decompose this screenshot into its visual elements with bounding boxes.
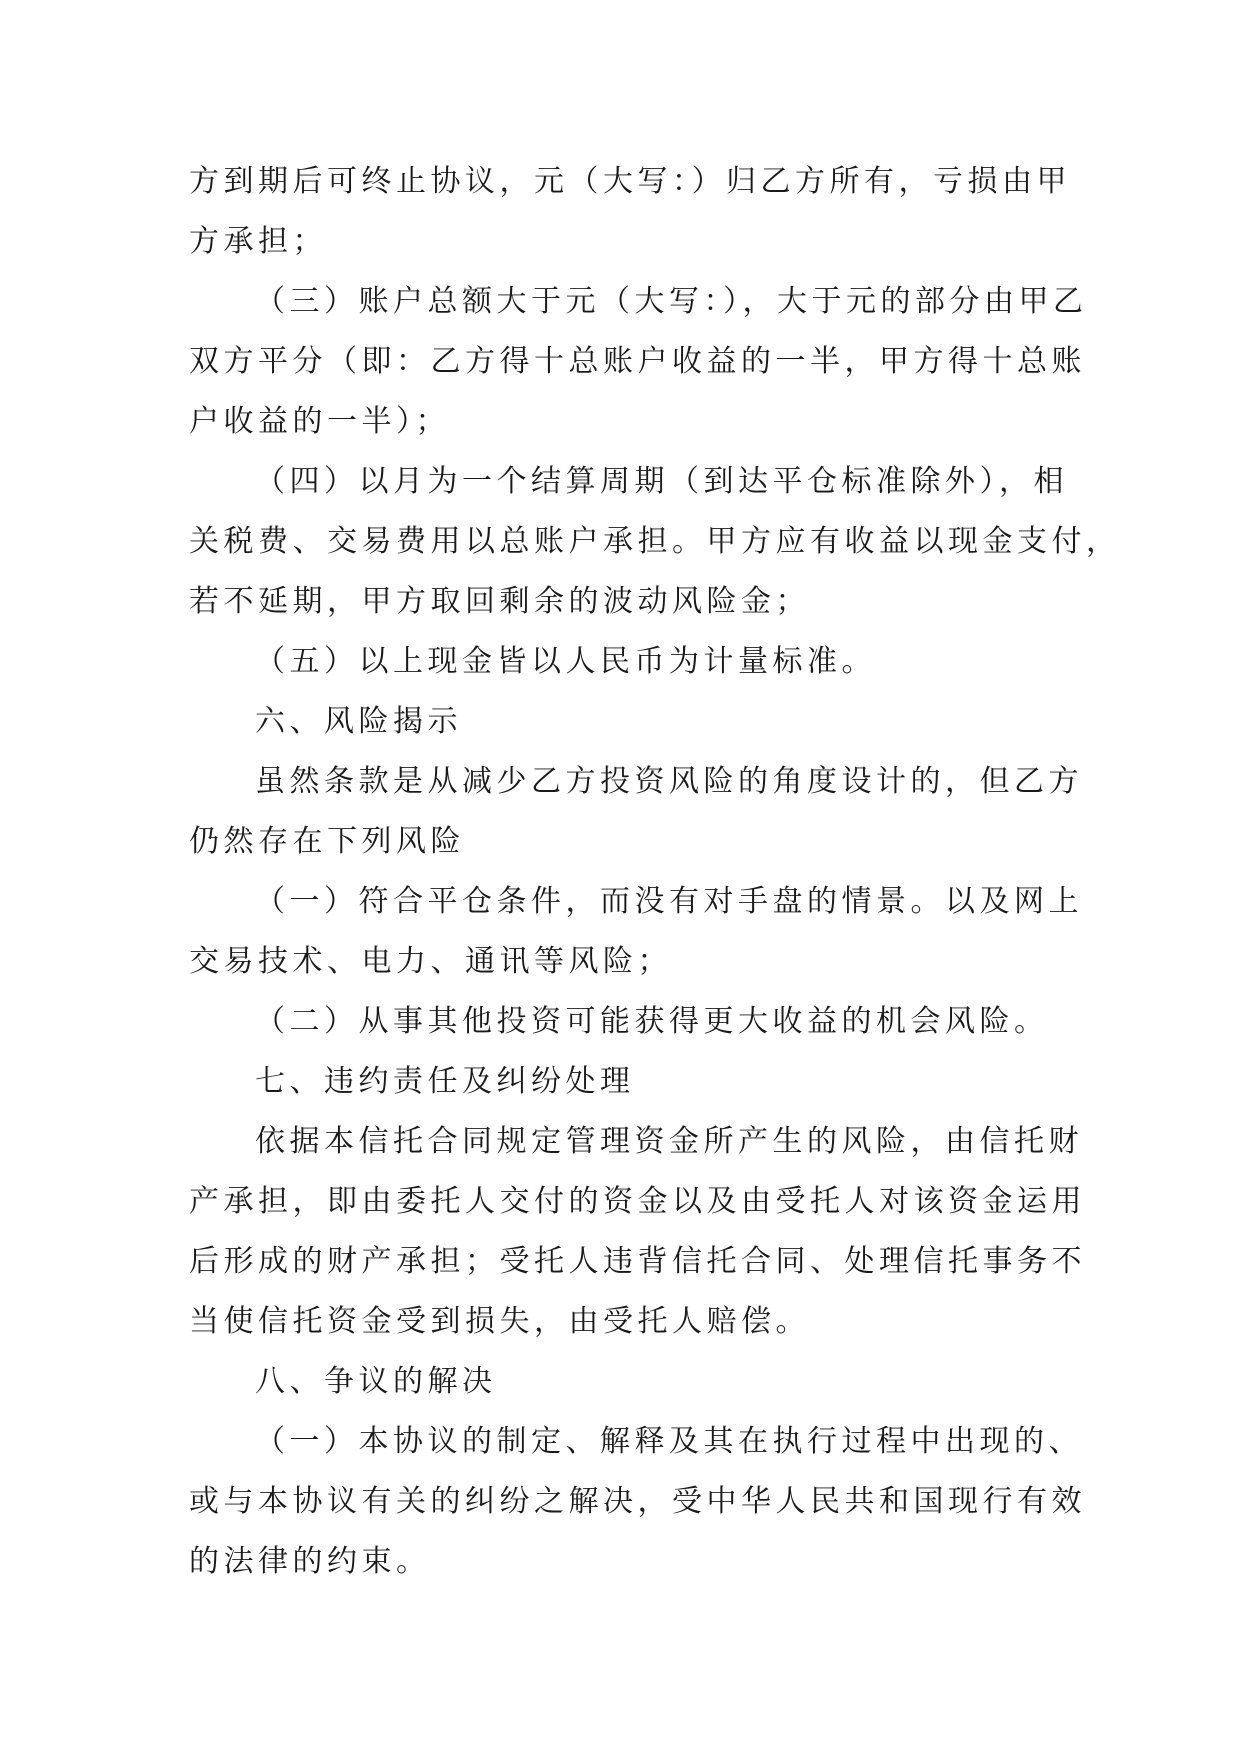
text-line: 仍然存在下列风险 (189, 824, 465, 859)
text-line: 方承担； (189, 224, 327, 259)
text-line: 产承担，即由委托人交付的资金以及由受托人对该资金运用 (189, 1184, 1086, 1219)
text-line: （一）符合平仓条件，而没有对手盘的情景。以及网上 (255, 884, 1083, 919)
section-heading: 八、争议的解决 (255, 1364, 497, 1399)
section-heading: 六、风险揭示 (255, 704, 462, 739)
text-line: 交易技术、电力、通讯等风险； (189, 944, 672, 979)
text-line: （四）以月为一个结算周期（到达平仓标准除外），相 (255, 464, 1068, 499)
text-line: （五）以上现金皆以人民币为计量标准。 (255, 644, 876, 679)
text-line: （一）本协议的制定、解释及其在执行过程中出现的、 (255, 1424, 1083, 1459)
text-line: （三）账户总额大于元（大写：），大于元的部分由甲乙 (255, 284, 1088, 319)
text-line: 后形成的财产承担；受托人违背信托合同、处理信托事务不 (189, 1244, 1086, 1279)
text-line: 或与本协议有关的纠纷之解决，受中华人民共和国现行有效 (189, 1484, 1086, 1519)
text-line: （二）从事其他投资可能获得更大收益的机会风险。 (255, 1004, 1049, 1039)
text-line: 若不延期，甲方取回剩余的波动风险金； (189, 584, 810, 619)
text-line: 户收益的一半）； (189, 404, 450, 439)
text-line: 方到期后可终止协议，元（大写：）归乙方所有，亏损由甲 (189, 164, 1071, 199)
text-line: 双方平分（即：乙方得十总账户收益的一半，甲方得十总账 (189, 344, 1086, 379)
text-line: 当使信托资金受到损失，由受托人赔偿。 (189, 1304, 810, 1339)
text-line: 虽然条款是从减少乙方投资风险的角度设计的，但乙方 (255, 764, 1083, 799)
text-line: 依据本信托合同规定管理资金所产生的风险，由信托财 (255, 1124, 1083, 1159)
text-line: 的法律的约束。 (189, 1544, 431, 1579)
section-heading: 七、违约责任及纠纷处理 (255, 1064, 635, 1099)
text-line: 关税费、交易费用以总账户承担。甲方应有收益以现金支付， (189, 524, 1121, 559)
